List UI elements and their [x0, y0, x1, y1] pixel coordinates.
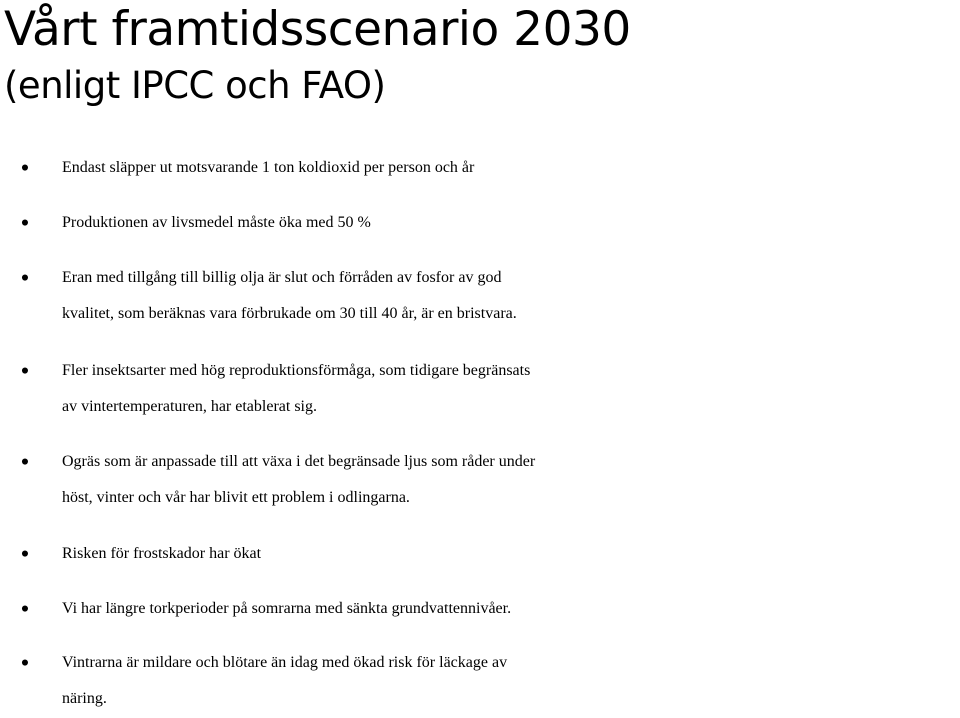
bullet-line: näring.: [62, 690, 107, 707]
bullet-line: Produktionen av livsmedel måste öka med 50 %: [62, 214, 371, 231]
slide-subtitle: (enligt IPCC och FAO): [4, 64, 386, 107]
bullet-line: Eran med tillgång till billig olja är slut och förråden av fosfor av god: [62, 269, 502, 286]
bullet-line: Risken för frostskador har ökat: [62, 545, 262, 562]
bullet-line: av vintertemperaturen, har etablerat sig.: [62, 398, 317, 415]
bullet-line: kvalitet, som beräknas vara förbrukade om 30 till 40 år, är en bristvara.: [62, 305, 517, 322]
bullet-icon: •: [20, 153, 30, 182]
bullet-line: höst, vinter och vår har blivit ett problem i odlingarna.: [62, 489, 410, 506]
bullet-text: [62, 443, 958, 517]
bullet-line: Vintrarna är mildare och blötare än idag med ökad risk för läckage av: [62, 654, 508, 671]
bullet-icon: •: [20, 594, 30, 623]
bullet-text: [62, 259, 958, 333]
bullet-line: Vi har längre torkperioder på somrarna med sänkta grundvattennivåer.: [62, 600, 512, 617]
bullet-text: [62, 535, 958, 573]
bullet-icon: •: [20, 648, 30, 677]
bullet-line: Fler insektsarter med hög reproduktionsförmåga, som tidigare begränsats: [62, 362, 531, 379]
bullet-text: [62, 644, 958, 718]
bullet-text: [62, 149, 958, 187]
bullet-text: [62, 590, 958, 628]
bullet-icon: •: [20, 208, 30, 237]
slide-title: Vårt framtidsscenario 2030: [4, 2, 631, 57]
bullet-text: [62, 204, 958, 242]
bullet-icon: •: [20, 539, 30, 568]
bullet-icon: •: [20, 263, 30, 292]
bullet-icon: •: [20, 356, 30, 385]
bullet-line: Endast släpper ut motsvarande 1 ton koldioxid per person och år: [62, 159, 475, 176]
bullet-text: [62, 352, 958, 426]
bullet-line: Ogräs som är anpassade till att växa i det begränsade ljus som råder under: [62, 453, 536, 470]
bullet-icon: •: [20, 447, 30, 476]
